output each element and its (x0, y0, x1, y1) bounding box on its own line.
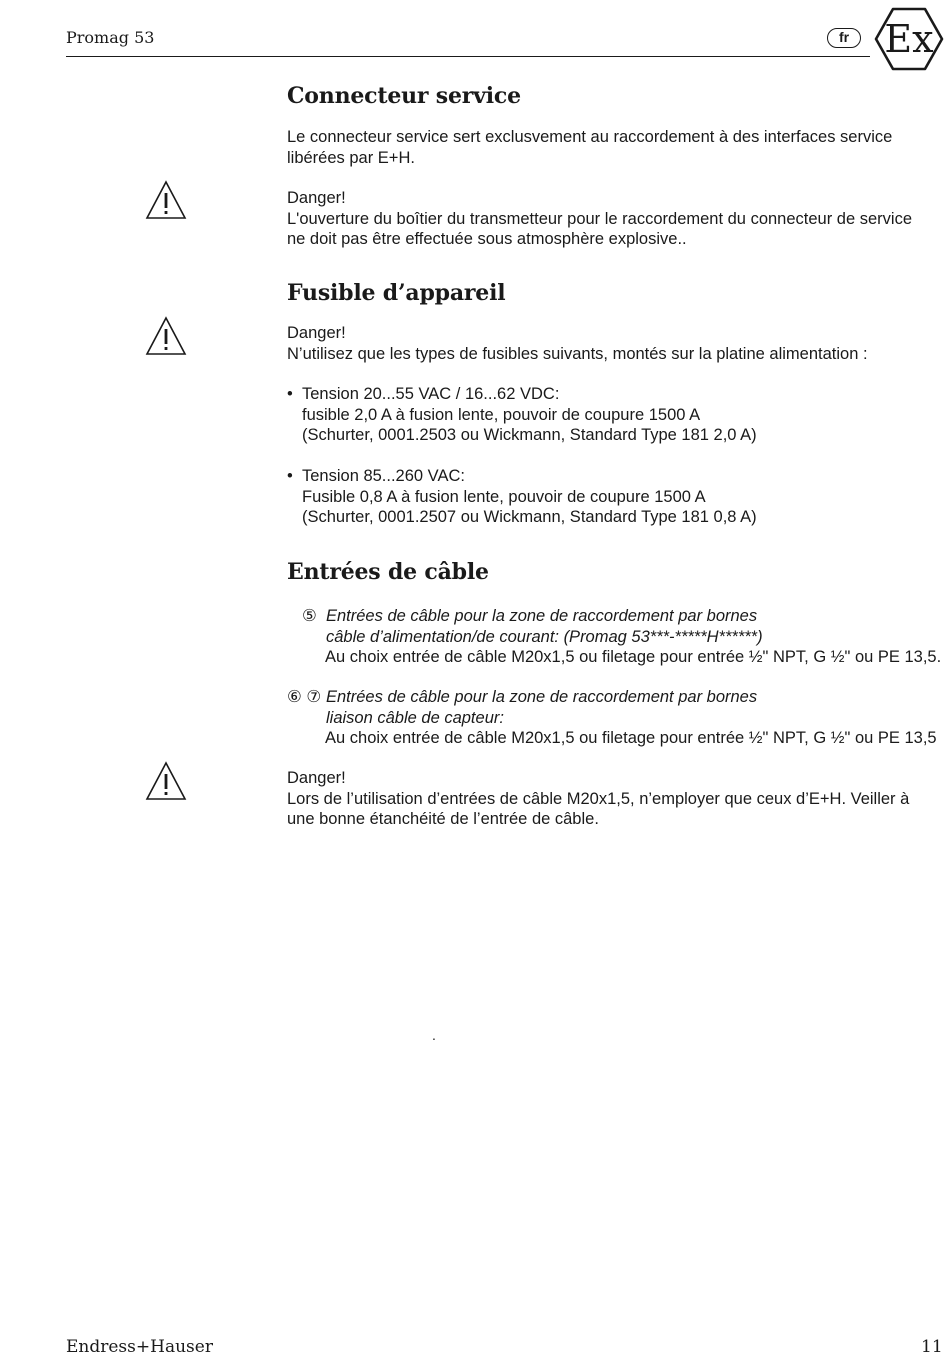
ex-logo-icon (874, 7, 944, 71)
text-line: Au choix entrée de câble M20x1,5 ou filetage pour entrée ½" NPT, G ½" ou PE 13,5. (325, 648, 942, 666)
bullet-marker: • (287, 467, 293, 485)
text-line: ne doit pas être effectuée sous atmosphère explosive.. (287, 230, 687, 248)
text-line: Fusible 0,8 A à fusion lente, pouvoir de coupure 1500 A (302, 487, 706, 506)
fuse-bullet-2 (287, 466, 757, 526)
text-line: libérées par E+H. (287, 148, 415, 167)
cable-entry-item-6-7 (287, 687, 937, 747)
fusible-danger (287, 323, 868, 364)
heading-fusible-appareil: Fusible d’appareil (287, 280, 506, 306)
text-line: liaison câble de capteur: (326, 708, 504, 727)
cable-entry-item-5 (287, 606, 942, 666)
connecteur-danger (287, 188, 912, 250)
text-line: Entrées de câble pour la zone de raccordement par bornes (326, 607, 758, 625)
stray-dot: . (432, 1027, 436, 1043)
page-number: 11 (921, 1337, 943, 1357)
warning-triangle-icon (145, 180, 187, 220)
text-line: (Schurter, 0001.2507 ou Wickmann, Standard Type 181 0,8 A) (302, 508, 757, 526)
ex-logo-text: Ex (884, 17, 934, 61)
text-line: câble d’alimentation/de courant: (Promag 53***-*****H******) (326, 627, 763, 646)
warning-triangle-icon (145, 316, 187, 356)
fuse-bullet-1 (287, 384, 757, 444)
text-line: L'ouverture du boîtier du transmetteur pour le raccordement du connecteur de service (287, 209, 912, 228)
warning-triangle-icon (145, 761, 187, 801)
text-line: une bonne étanchéité de l’entrée de câble. (287, 810, 599, 828)
heading-entrees-cable: Entrées de câble (287, 559, 489, 585)
danger-label: Danger! (287, 189, 346, 207)
text-line: Entrées de câble pour la zone de raccordement par bornes (326, 688, 758, 706)
heading-connecteur-service: Connecteur service (287, 83, 521, 109)
text-line: Le connecteur service sert exclusvement au raccordement à des interfaces service (287, 128, 893, 146)
text-line: Au choix entrée de câble M20x1,5 ou filetage pour entrée ½" NPT, G ½" ou PE 13,5 (325, 729, 937, 747)
entrees-danger (287, 768, 909, 830)
callout-marker: ⑥ ⑦ (287, 688, 322, 706)
header-rule (66, 56, 870, 57)
text-line: (Schurter, 0001.2503 ou Wickmann, Standard Type 181 2,0 A) (302, 426, 757, 444)
text-line: Tension 85...260 VAC: (302, 467, 465, 485)
danger-label: Danger! (287, 324, 346, 342)
text-line: fusible 2,0 A à fusion lente, pouvoir de coupure 1500 A (302, 405, 701, 424)
bullet-marker: • (287, 385, 293, 403)
danger-label: Danger! (287, 769, 346, 787)
document-title: Promag 53 (66, 28, 155, 47)
connecteur-intro (287, 127, 892, 168)
language-badge: fr (827, 28, 861, 48)
text-line: Tension 20...55 VAC / 16...62 VDC: (302, 385, 560, 403)
footer-brand: Endress+Hauser (66, 1337, 213, 1357)
text-line: N’utilisez que les types de fusibles suivants, montés sur la platine alimentation : (287, 344, 868, 363)
callout-marker: ⑤ (302, 607, 317, 625)
text-line: Lors de l’utilisation d’entrées de câble M20x1,5, n’employer que ceux d’E+H. Veiller à (287, 789, 910, 808)
